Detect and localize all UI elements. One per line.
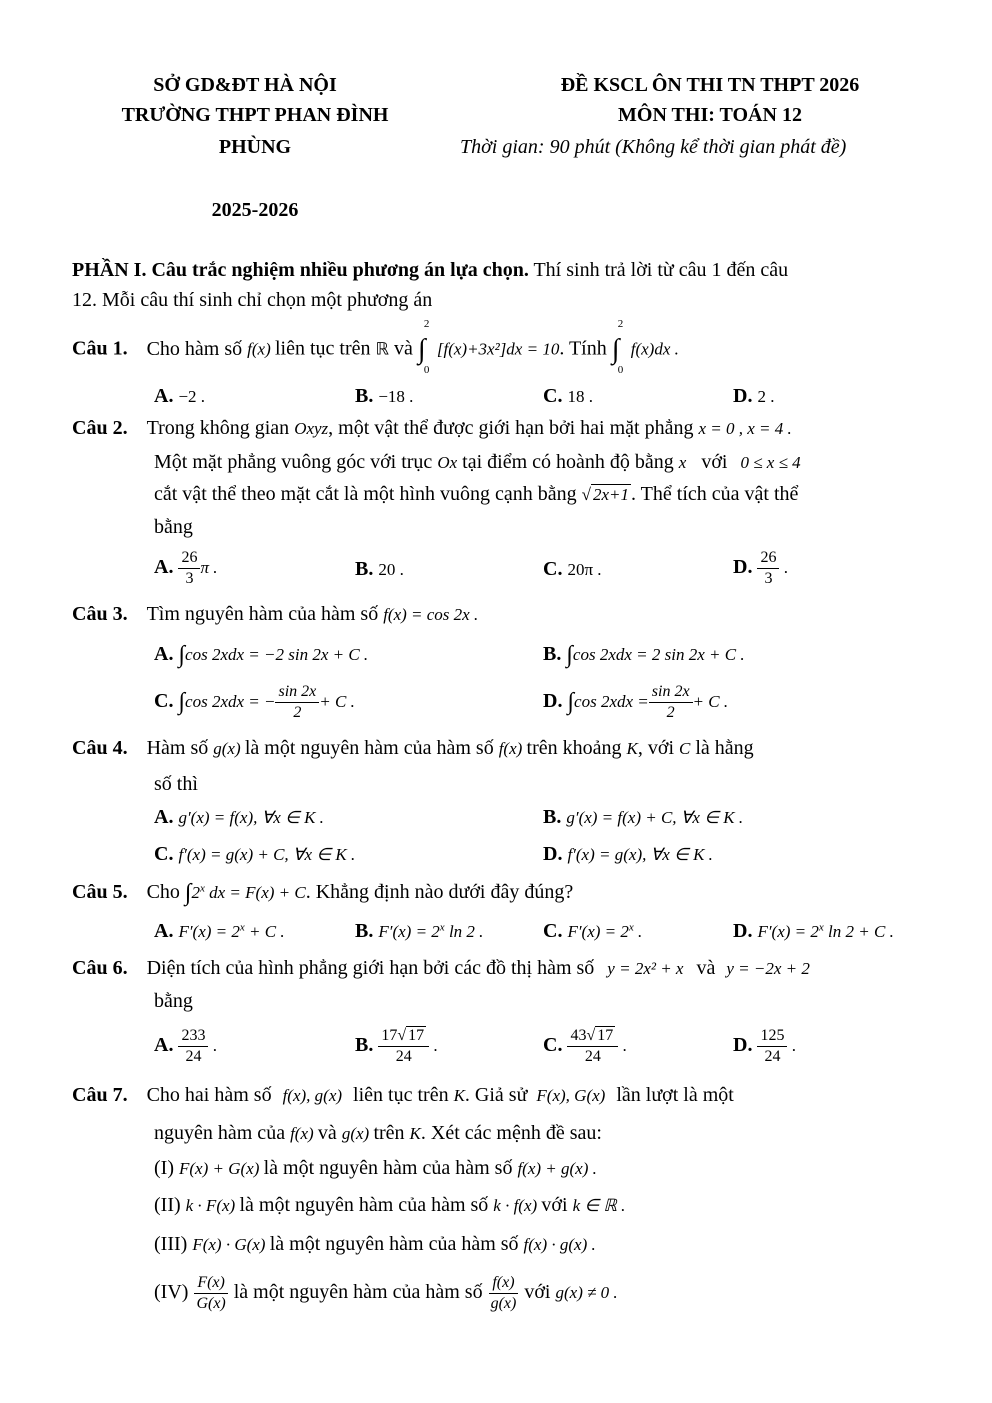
question-text: với [701, 451, 728, 473]
fraction: $\frac{f(x)}{g(x)}$ [490, 1274, 517, 1312]
option-C[interactable]: C. $\frac{43√ 17}{24}$ . [543, 1027, 627, 1065]
question-text: , với [637, 737, 675, 759]
option-label: D. [543, 843, 563, 865]
question-2-line4: bằng [154, 516, 193, 538]
math-ox: Ox [437, 453, 458, 472]
question-text: Cho [146, 881, 180, 904]
fraction: $\frac{F(x)}{G(x)}$ [193, 1273, 228, 1314]
math-integrand: [f(x)+3x²]dx = 10 [436, 339, 560, 359]
option-value: 18 . [567, 387, 593, 406]
option-D[interactable] [733, 385, 774, 408]
question-6-line2: bằng [154, 990, 193, 1012]
statement-I: (I) F(x) + G(x) là một nguyên hàm của hàm số f(x) + g(x) . [154, 1157, 597, 1179]
statement-II: (II) k · F(x) là một nguyên hàm của hàm số k · f(x) với k ∈ ℝ . [154, 1194, 626, 1216]
question-text: tại điểm có hoành độ bằng [462, 451, 674, 473]
option-label: A. [154, 556, 174, 579]
question-4: Câu 4. Hàm số g(x) là một nguyên hàm của hàm số f(x) trên khoảng K, với C là hằng [72, 737, 754, 759]
question-label: Câu 3. [72, 603, 128, 625]
math-sqrt: √ 2x+1 [581, 485, 630, 504]
question-4-line2: số thì [154, 773, 198, 795]
option-label: A. [154, 806, 174, 828]
school-department: SỞ GD&ĐT HÀ NỘI [153, 74, 337, 96]
question-label: Câu 5. [72, 881, 128, 904]
option-A[interactable]: A. $\frac{233}{24}$ . [154, 1027, 217, 1065]
question-text: Cho hai hàm số [146, 1084, 272, 1106]
question-label: Câu 1. [72, 337, 128, 360]
option-B[interactable]: B. ∫cos 2xdx = 2 sin 2x + C . [543, 642, 745, 668]
option-value: 2 . [757, 387, 775, 406]
option-B[interactable]: B. $F'(x) = 2^x$ ln 2 . [355, 920, 484, 942]
statement-label: (IV) [154, 1281, 189, 1304]
question-text: cắt vật thể theo mặt cắt là một hình vuông cạnh bằng [154, 483, 577, 505]
question-text: . Tính [559, 337, 607, 360]
option-label: B. [355, 558, 374, 580]
question-text: liên tục trên [353, 1084, 449, 1106]
fraction: $\frac{26}{3}$ [757, 548, 779, 589]
question-text: , một vật thể được giới hạn bởi hai mặt phẳng [328, 417, 694, 439]
option-B[interactable] [355, 385, 413, 408]
part1-heading [72, 259, 788, 282]
option-B[interactable] [355, 558, 404, 581]
option-label: D. [543, 690, 563, 713]
option-A[interactable]: A. g′(x) = f(x), ∀x ∈ K . [154, 806, 324, 828]
option-D[interactable]: D. f′(x) = g(x), ∀x ∈ K . [543, 843, 713, 865]
option-value: 20 . [378, 560, 404, 579]
question-text: . Khẳng định nào dưới đây đúng? [305, 881, 574, 904]
math-oxyz: Oxyz [294, 419, 329, 438]
fraction: $\frac{125}{24}$ [757, 1026, 787, 1067]
question-text: là một nguyên hàm của hàm số [269, 1233, 519, 1255]
option-label: C. [543, 558, 563, 580]
option-label: C. [543, 385, 563, 407]
option-C[interactable] [543, 558, 602, 581]
question-text: lần lượt là một [616, 1084, 734, 1106]
fraction: $\frac{43√ 17}{24}$ [567, 1026, 618, 1067]
option-label: B. [355, 1034, 374, 1057]
question-text: là một nguyên hàm của hàm số [263, 1157, 513, 1179]
part1-instruction: Thí sinh trả lời từ câu 1 đến câu [528, 259, 789, 281]
question-text: với [524, 1281, 551, 1304]
option-label: B. [543, 643, 562, 666]
option-A[interactable] [154, 548, 217, 589]
question-text: trên khoảng [526, 737, 622, 759]
option-label: D. [733, 556, 753, 579]
option-value: −18 . [378, 387, 414, 406]
option-label: B. [355, 385, 374, 407]
school-name-line2: PHÙNG [218, 136, 292, 158]
statement-label: (II) [154, 1194, 181, 1216]
question-label: Câu 2. [72, 417, 128, 439]
option-D[interactable]: D. $F'(x) = 2^x$ ln 2 + C . [733, 920, 894, 942]
question-2-line3 [154, 483, 798, 506]
option-C[interactable]: C. ∫cos 2xdx = − $\frac{\sin 2x}{2}$ + C . [154, 683, 355, 721]
part1-instruction-line2: 12. Mỗi câu thí sinh chỉ chọn một phương án [72, 289, 433, 311]
question-text: . Giả sử [464, 1084, 528, 1106]
question-text: với [541, 1194, 568, 1216]
math-fx: f(x) [247, 339, 275, 359]
question-text: . Thể tích của vật thể [631, 483, 799, 505]
question-7: Câu 7. Cho hai hàm số f(x), g(x) liên tục trên K. Giả sử F(x), G(x) lần lượt là một [72, 1084, 734, 1106]
question-7-line2: nguyên hàm của f(x) và g(x) trên K. Xét các mệnh đề sau: [154, 1122, 602, 1144]
question-text: Một mặt phẳng vuông góc với trục [154, 451, 433, 473]
question-text: và [393, 337, 413, 360]
question-6: Câu 6. Diện tích của hình phẳng giới hạn bởi các đồ thị hàm số y = 2x² + x và y = −2x + 2 [72, 957, 810, 979]
option-B[interactable]: B. $\frac{17√ 17}{24}$ . [355, 1027, 438, 1065]
option-D[interactable]: D. ∫cos 2xdx = $\frac{\sin 2x}{2}$ + C . [543, 683, 729, 721]
question-2-line2 [154, 451, 801, 474]
option-label: D. [733, 1034, 753, 1057]
option-C[interactable]: C. f′(x) = g(x) + C, ∀x ∈ K . [154, 843, 356, 865]
integral-icon: 2 ∫ 0 [611, 318, 624, 376]
question-text: và [317, 1122, 337, 1144]
exam-subject: MÔN THI: TOÁN 12 [618, 104, 802, 126]
math-R: ℝ [375, 339, 389, 359]
question-text: là một nguyên hàm của hàm số [244, 737, 494, 759]
option-label: A. [154, 1034, 174, 1057]
option-value: −2 . [178, 387, 206, 406]
option-label: A. [154, 920, 174, 942]
math-integrand: f(x)dx . [630, 339, 679, 359]
math-range: 0 ≤ x ≤ 4 [740, 453, 801, 472]
question-label: Câu 4. [72, 737, 128, 759]
exam-duration: Thời gian: 90 phút (Không kể thời gian phát đề) [460, 136, 847, 158]
option-label: C. [154, 843, 174, 865]
statement-label: (III) [154, 1233, 188, 1255]
integral-icon: 2 ∫ 0 [417, 318, 430, 376]
school-name-line1: TRƯỜNG THPT PHAN ĐÌNH [121, 104, 389, 126]
option-label: D. [733, 920, 753, 942]
option-D[interactable]: D. $\frac{125}{24}$ . [733, 1027, 796, 1065]
question-label: Câu 6. [72, 957, 128, 979]
question-text: Diện tích của hình phẳng giới hạn bởi các đồ thị hàm số [146, 957, 595, 979]
option-value: 20π . [567, 560, 602, 579]
exam-title: ĐỀ KSCL ÔN THI TN THPT 2026 [560, 74, 860, 96]
question-2 [72, 417, 792, 440]
question-text: Hàm số [146, 737, 209, 759]
option-label: A. [154, 643, 174, 666]
fraction: $\frac{17√ 17}{24}$ [378, 1026, 429, 1067]
fraction: $\frac{\sin 2x}{2}$ [275, 682, 319, 723]
option-C[interactable] [543, 385, 593, 408]
option-label: C. [154, 690, 174, 713]
option-label: B. [355, 920, 374, 942]
math-x: x [678, 453, 687, 472]
option-D[interactable]: D. $\frac{26}{3}$ . [733, 549, 788, 587]
fraction: $\frac{233}{24}$ [178, 1026, 208, 1067]
question-text: là một nguyên hàm của hàm số [239, 1194, 489, 1216]
option-C[interactable]: C. $F'(x) = 2^x$ . [543, 920, 643, 942]
question-1 [72, 318, 679, 376]
statement-label: (I) [154, 1157, 174, 1179]
option-B[interactable]: B. g′(x) = f(x) + C, ∀x ∈ K . [543, 806, 744, 828]
math-planes: x = 0 , x = 4 . [698, 419, 792, 438]
question-text: Trong không gian [146, 417, 290, 439]
question-text: và [696, 957, 716, 979]
question-text: . Xét các mệnh đề sau: [420, 1122, 602, 1144]
question-text: Cho hàm số [146, 337, 243, 360]
option-A[interactable] [154, 385, 205, 408]
statement-III: (III) F(x) · G(x) là một nguyên hàm của hàm số f(x) · g(x) . [154, 1233, 596, 1255]
math-pi: π . [200, 558, 218, 578]
option-A[interactable]: A. ∫cos 2xdx = −2 sin 2x + C . [154, 642, 369, 668]
question-text: là một nguyên hàm của hàm số [233, 1281, 483, 1304]
school-year: 2025-2026 [211, 199, 299, 221]
option-A[interactable]: A. $F'(x) = 2^x + C$ . [154, 920, 285, 942]
option-label: C. [543, 920, 563, 942]
question-label: Câu 7. [72, 1084, 128, 1106]
option-label: C. [543, 1034, 563, 1057]
fraction: $\frac{26}{3}$ [178, 548, 200, 589]
question-text: trên [373, 1122, 405, 1144]
statement-IV: (IV) $\frac{F(x)}{G(x)}$ là một nguyên hàm của hàm số $\frac{f(x)}{g(x)}$ với g(x) ≠ 0 . [154, 1274, 618, 1312]
question-text: liên tục trên [274, 337, 371, 360]
option-label: B. [543, 806, 562, 828]
question-3 [72, 603, 478, 626]
option-label: D. [733, 385, 753, 407]
math-f: f(x) = cos 2x . [383, 605, 479, 624]
fraction: $\frac{\sin 2x}{2}$ [649, 682, 693, 723]
question-5: Câu 5. Cho ∫2$^x$ dx = F(x) + C. Khẳng định nào dưới đây đúng? [72, 880, 574, 906]
option-label: A. [154, 385, 174, 407]
question-text: là hằng [695, 737, 754, 759]
part1-title: PHẦN I. Câu trắc nghiệm nhiều phương án lựa chọn. [72, 259, 529, 281]
question-text: nguyên hàm của [154, 1122, 286, 1144]
question-text: Tìm nguyên hàm của hàm số [146, 603, 379, 625]
